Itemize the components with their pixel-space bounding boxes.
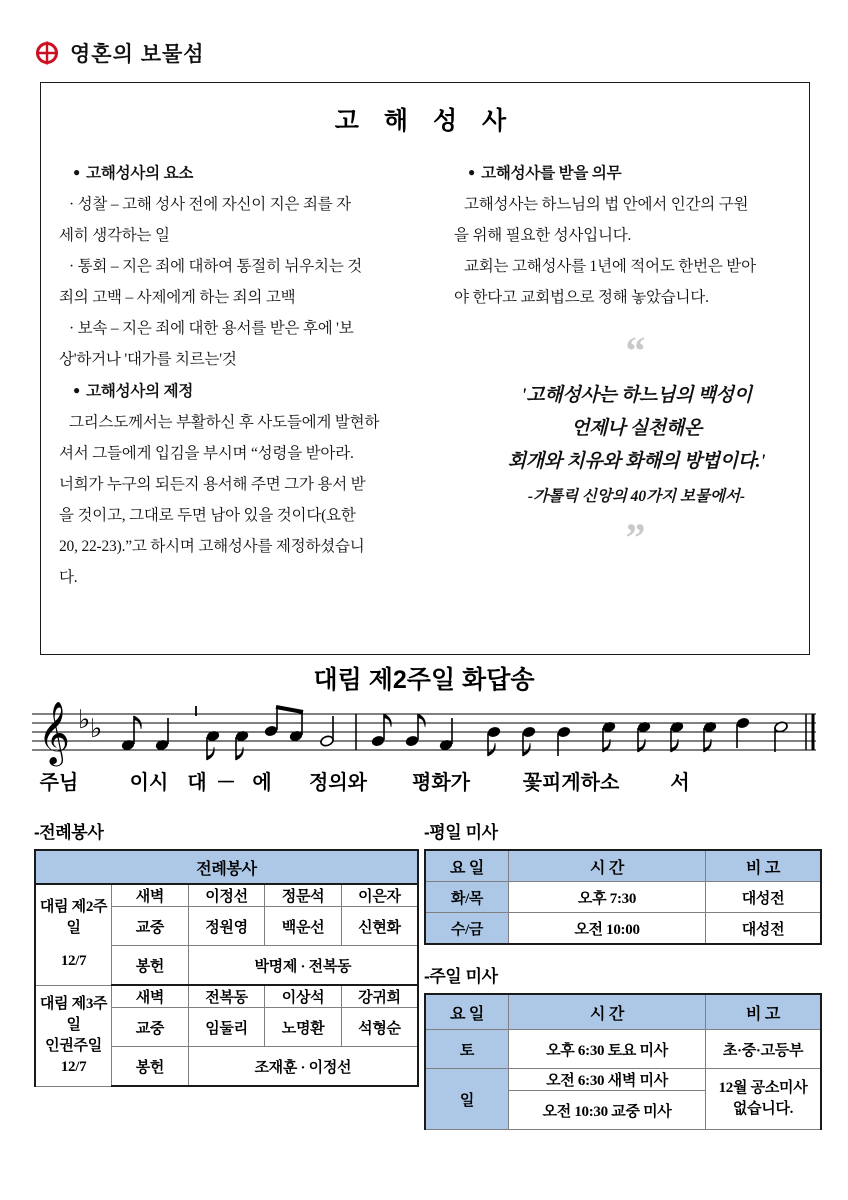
quote-line: 회개와 치유와 화해의 방법이다.' bbox=[507, 451, 766, 472]
left-line: · 통회 – 지은 죄에 대하여 통절히 뉘우치는 것 bbox=[69, 258, 363, 275]
left-line: 다. bbox=[59, 569, 78, 586]
liturgy-name: 신현화 bbox=[341, 907, 418, 946]
mass-day: 토 bbox=[425, 1030, 509, 1069]
liturgy-offering-names: 박명제 · 전복동 bbox=[188, 946, 418, 986]
article-title: 고 해 성 사 bbox=[334, 107, 516, 135]
left-line: 상'하거나 '대가를 치르는'것 bbox=[59, 351, 237, 368]
col-header-time: 시 간 bbox=[509, 994, 706, 1030]
liturgy-role: 봉헌 bbox=[112, 946, 189, 986]
mass-note-line: 12월 공소미사 bbox=[718, 1080, 808, 1096]
sunday-mass-table bbox=[424, 993, 822, 1130]
group-name-line: 대림 제3주일 bbox=[39, 995, 108, 1033]
quote-close-mark: ” bbox=[625, 515, 648, 560]
liturgy-name: 이정선 bbox=[188, 884, 265, 907]
table-row bbox=[35, 850, 418, 884]
left-section2-heading-text: 고해성사의 제정 bbox=[86, 383, 194, 400]
liturgy-name: 강귀희 bbox=[341, 985, 418, 1008]
liturgy-name: 백운선 bbox=[265, 907, 342, 946]
mass-time: 오전 6:30 새벽 미사 bbox=[509, 1069, 706, 1091]
col-header-day: 요 일 bbox=[425, 850, 509, 882]
music-staff bbox=[24, 698, 824, 776]
liturgy-name: 이상석 bbox=[265, 985, 342, 1008]
masthead bbox=[34, 38, 205, 68]
col-header-note: 비 고 bbox=[706, 850, 822, 882]
liturgy-section bbox=[34, 818, 419, 1087]
weekday-mass-table bbox=[424, 849, 822, 945]
treble-clef-icon: 𝄞 bbox=[38, 701, 70, 764]
music-lyrics bbox=[0, 766, 848, 795]
bullet-dot-icon: ● bbox=[73, 383, 81, 397]
left-section1-heading bbox=[59, 157, 424, 189]
bullet-dot-icon: ● bbox=[73, 165, 81, 179]
quote-open-mark: “ bbox=[625, 328, 648, 373]
article-columns bbox=[41, 157, 809, 593]
liturgy-role: 교중 bbox=[112, 907, 189, 946]
table-row bbox=[425, 1030, 821, 1069]
music-title: 대림 제2주일 화답송 bbox=[313, 666, 535, 694]
liturgy-offering-names: 조재훈 · 이정선 bbox=[188, 1047, 418, 1087]
left-line: · 성찰 – 고해 성사 전에 자신이 지은 죄를 자 bbox=[69, 196, 351, 213]
liturgy-name: 전복동 bbox=[188, 985, 265, 1008]
lyric-syllable: 서 bbox=[670, 772, 690, 794]
mass-time: 오후 7:30 bbox=[509, 882, 706, 913]
sheet-music bbox=[0, 660, 848, 805]
mass-note: 대성전 bbox=[706, 882, 822, 913]
liturgy-section-label: -전례봉사 bbox=[34, 823, 104, 842]
mass-day: 일 bbox=[425, 1069, 509, 1130]
left-line: 세히 생각하는 일 bbox=[59, 227, 170, 244]
mass-time: 오전 10:30 교중 미사 bbox=[509, 1091, 706, 1130]
flat-icon: ♭ bbox=[90, 714, 103, 744]
cross-in-circle-icon bbox=[34, 40, 60, 66]
mass-day: 수/금 bbox=[425, 913, 509, 945]
col-header-time: 시 간 bbox=[509, 850, 706, 882]
sunday-mass-section bbox=[424, 962, 814, 1130]
liturgy-table bbox=[34, 849, 419, 1087]
table-row bbox=[425, 913, 821, 945]
table-row bbox=[35, 884, 418, 907]
liturgy-role: 새벽 bbox=[112, 985, 189, 1008]
liturgy-role: 교중 bbox=[112, 1008, 189, 1047]
lyric-syllable: 에 bbox=[252, 772, 272, 794]
liturgy-name: 석형순 bbox=[341, 1008, 418, 1047]
left-line: 너희가 누구의 되든지 용서해 주면 그가 용서 받 bbox=[59, 476, 366, 493]
lyric-syllable: 꽃피게하소 bbox=[522, 772, 620, 794]
left-line: 20, 22-23).”고 하시며 고해성사를 제정하셨습니 bbox=[59, 538, 365, 555]
liturgy-group-name bbox=[35, 985, 112, 1086]
sunday-mass-label: -주일 미사 bbox=[424, 967, 498, 986]
left-line: 셔서 그들에게 입김을 부시며 “성령을 받아라. bbox=[59, 445, 354, 462]
mass-note: 초·중·고등부 bbox=[706, 1030, 822, 1069]
mass-time: 오전 10:00 bbox=[509, 913, 706, 945]
weekday-mass-section bbox=[424, 818, 814, 945]
lyric-syllable: 정의와 bbox=[309, 772, 367, 794]
left-section1-heading-text: 고해성사의 요소 bbox=[86, 165, 194, 182]
lyric-syllable: 이시 bbox=[129, 772, 169, 794]
right-line: 고해성사는 하느님의 법 안에서 인간의 구원 bbox=[464, 196, 749, 213]
quote-block bbox=[454, 328, 819, 560]
masthead-title: 영혼의 보물섬 bbox=[70, 43, 205, 66]
mass-note: 대성전 bbox=[706, 913, 822, 945]
quote-line: '고해성사는 하느님의 백성이 bbox=[521, 385, 752, 406]
quote-line: 언제나 실천해온 bbox=[571, 418, 702, 439]
liturgy-name: 정문석 bbox=[265, 884, 342, 907]
article-left-column bbox=[59, 157, 424, 593]
right-section1-heading-text: 고해성사를 받을 의무 bbox=[481, 165, 622, 182]
left-line: 그리스도께서는 부활하신 후 사도들에게 발현하 bbox=[69, 414, 380, 431]
left-section2-heading bbox=[59, 375, 424, 407]
right-line: 교회는 고해성사를 1년에 적어도 한번은 받아 bbox=[464, 258, 756, 275]
article-box bbox=[40, 82, 810, 655]
group-name-line: 12/7 bbox=[60, 1058, 87, 1075]
article-right-column bbox=[446, 157, 819, 593]
left-line: 죄의 고백 – 사제에게 하는 죄의 고백 bbox=[59, 289, 296, 306]
lyric-syllable: 대 bbox=[187, 772, 207, 794]
lyric-syllable: － bbox=[216, 772, 236, 794]
liturgy-table-header: 전례봉사 bbox=[35, 850, 418, 884]
col-header-day: 요 일 bbox=[425, 994, 509, 1030]
mass-day: 화/목 bbox=[425, 882, 509, 913]
mass-note-line: 없습니다. bbox=[732, 1101, 794, 1117]
liturgy-role: 봉헌 bbox=[112, 1047, 189, 1087]
lyric-syllable: 평화가 bbox=[412, 772, 470, 794]
liturgy-group-name bbox=[35, 884, 112, 985]
liturgy-name: 노명환 bbox=[265, 1008, 342, 1047]
mass-note bbox=[706, 1069, 822, 1130]
liturgy-name: 이은자 bbox=[341, 884, 418, 907]
liturgy-role: 새벽 bbox=[112, 884, 189, 907]
table-row bbox=[425, 1069, 821, 1091]
weekday-mass-label: -평일 미사 bbox=[424, 823, 498, 842]
right-line: 을 위해 필요한 성사입니다. bbox=[454, 227, 632, 244]
group-name-line: 인권주일 bbox=[45, 1037, 102, 1054]
bullet-dot-icon: ● bbox=[468, 165, 476, 179]
right-section1-heading bbox=[454, 157, 819, 189]
table-row bbox=[35, 985, 418, 1008]
group-name-line: 12/7 bbox=[60, 953, 87, 970]
liturgy-name: 정원영 bbox=[188, 907, 265, 946]
left-line: · 보속 – 지은 죄에 대한 용서를 받은 후에 '보 bbox=[69, 320, 354, 337]
liturgy-name: 임둘리 bbox=[188, 1008, 265, 1047]
lyric-syllable: 주님 bbox=[39, 772, 79, 794]
table-row bbox=[425, 882, 821, 913]
table-row bbox=[425, 994, 821, 1030]
right-line: 야 한다고 교회법으로 정해 놓았습니다. bbox=[454, 289, 709, 306]
flat-icon: ♭ bbox=[78, 705, 91, 735]
quote-source: -가톨릭 신앙의 40가지 보물에서- bbox=[527, 488, 746, 505]
table-row bbox=[425, 850, 821, 882]
left-line: 을 것이고, 그대로 두면 남아 있을 것이다(요한 bbox=[59, 507, 356, 524]
col-header-note: 비 고 bbox=[706, 994, 822, 1030]
group-name-line: 대림 제2주일 bbox=[39, 899, 108, 937]
mass-time: 오후 6:30 토요 미사 bbox=[509, 1030, 706, 1069]
